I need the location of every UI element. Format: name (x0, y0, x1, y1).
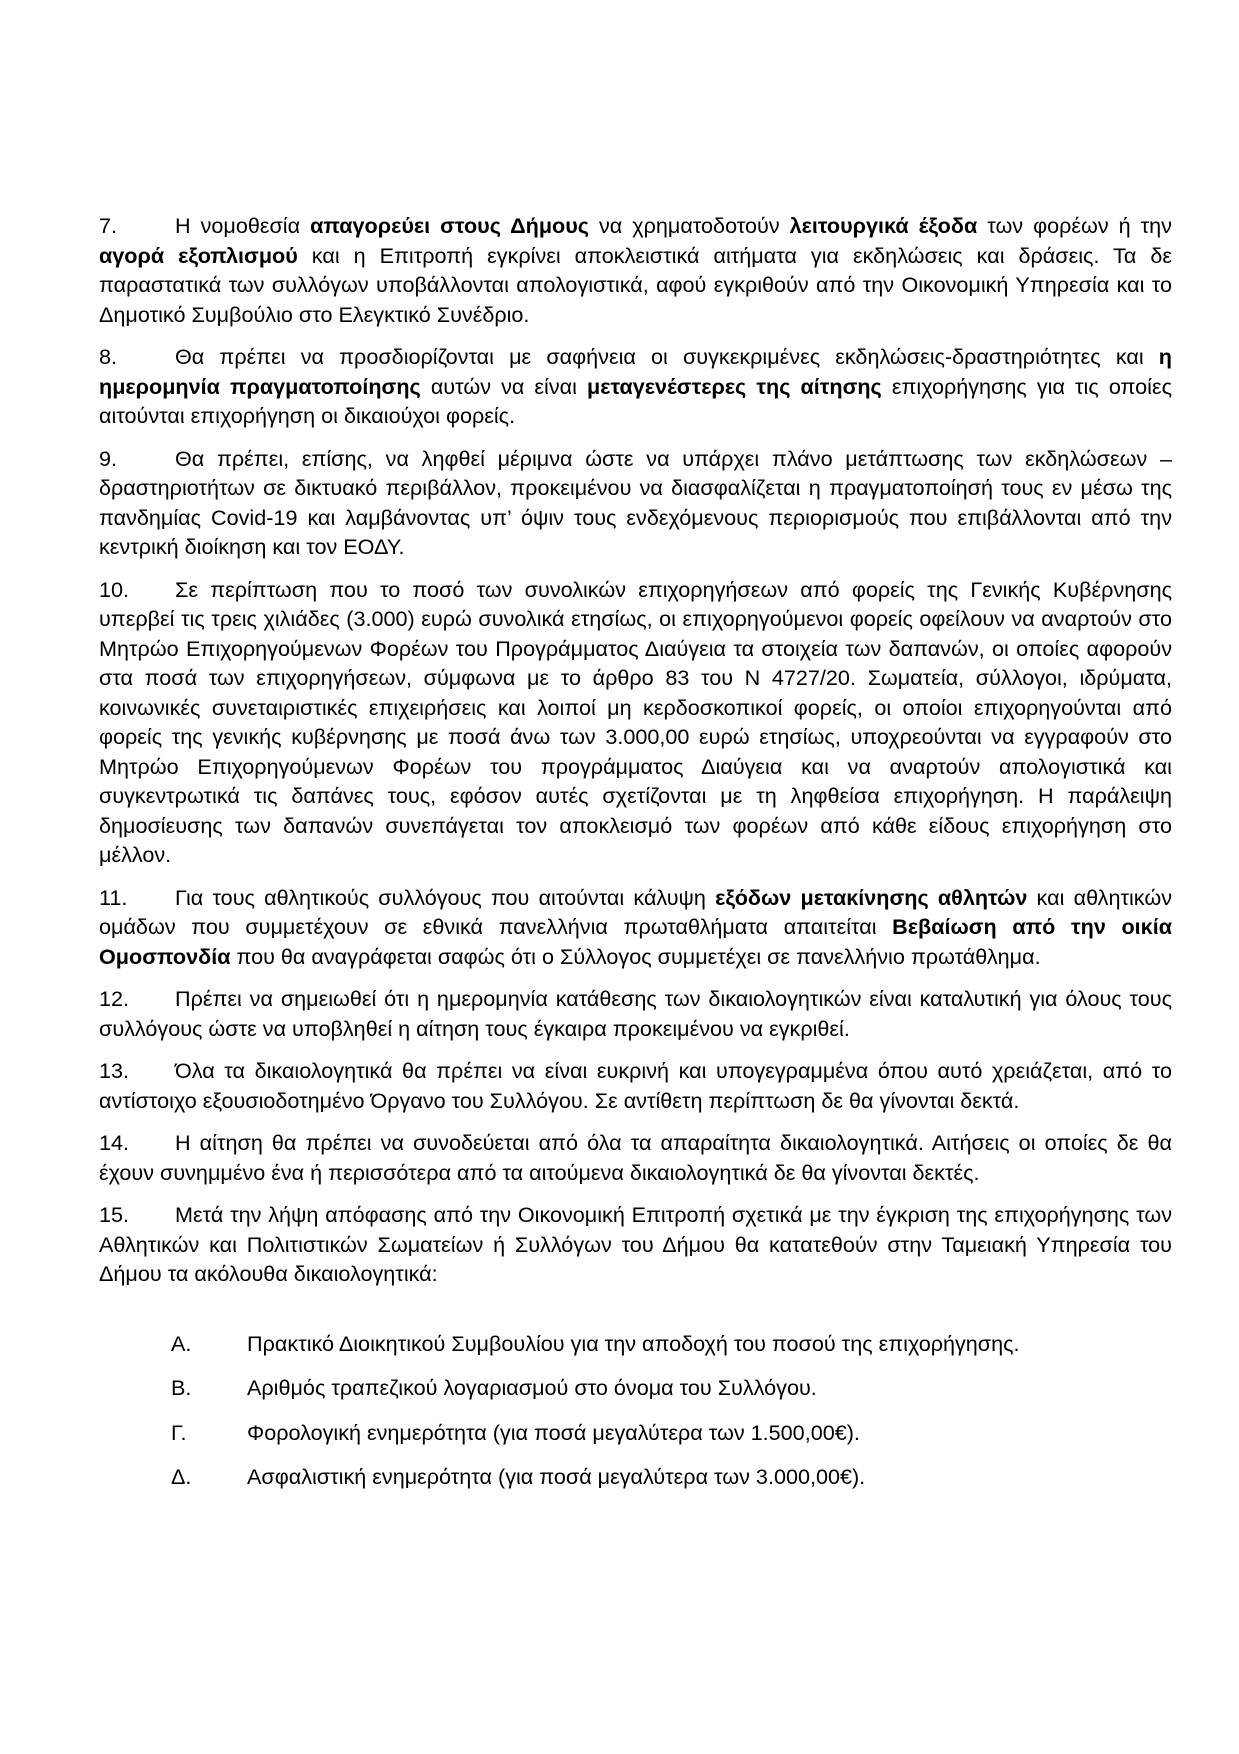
bold-text: μεταγενέστερες της αίτησης (587, 373, 882, 399)
bold-text: η ημερομηνία πραγματοποίησης (99, 344, 1172, 399)
bold-text: απαγορεύει στους Δήμους (310, 213, 590, 238)
item-text: αυτών να είναι (420, 373, 588, 399)
item-number: 7. (99, 213, 118, 238)
item-text: Μετά την λήψη απόφασης από την Οικονομική Επιτροπή σχετικά με την έγκριση της επιχορήγησης των Αθλητικών και Πολιτιστικών Σωματείων ή Συλλόγων του Δήμου θα κατατεθούν στην Ταμειακή Υπηρεσία του Δήμου τα ακόλουθα δικαιολογητικά: (99, 1202, 1172, 1286)
sub-list-item (99, 1462, 1172, 1492)
sub-item-letter: Β. (171, 1375, 192, 1400)
item-text: και αθλητικών ομάδων που συμμετέχουν σε εθνικά πανελλήνια πρωταθλήματα απαιτείται (99, 884, 1172, 939)
item-text: Όλα τα δικαιολογητικά θα πρέπει να είναι ευκρινή και υπογεγραμμένα όπου αυτό χρειάζεται, από το αντίστοιχο εξουσιοδοτημένο Όργανο του Συλλόγου. Σε αντίθετη περίπτωση δε θα γίνονται δεκτά. (99, 1058, 1172, 1113)
item-number: 10. (99, 576, 130, 602)
sub-item-text: Ασφαλιστική ενημερότητα (για ποσά μεγαλύτερα των 3.000,00€). (247, 1464, 866, 1489)
item-text: των φορέων ή την (977, 213, 1172, 238)
list-item (99, 883, 1172, 972)
item-text: Θα πρέπει να προσδιορίζονται με σαφήνεια οι συγκεκριμένες εκδηλώσεις-δραστηριότητες και (175, 344, 1159, 369)
item-text: και η Επιτροπή εγκρίνει αποκλειστικά αιτήματα για εκδηλώσεις και δράσεις. Τα δε παραστατικά των συλλόγων υποβάλλονται απολογιστικά, αφού εγκριθούν από την Οικονομική Υπηρεσία και το Δημοτικό Συμβούλιο στο Ελεγκτικό Συνέδριο. (99, 242, 1173, 327)
sub-list-item (99, 1329, 1172, 1359)
list-item (99, 1200, 1172, 1289)
item-text: επιχορήγησης για τις οποίες αιτούνται επιχορήγηση οι δικαιούχοι φορείς. (99, 373, 1172, 428)
item-number: 13. (99, 1058, 130, 1083)
numbered-list (99, 211, 1172, 1289)
bold-text: Βεβαίωση από την οικία Ομοσπονδία (99, 914, 1172, 969)
item-number: 11. (99, 884, 128, 910)
list-item (99, 1056, 1172, 1115)
item-text: που θα αναγράφεται σαφώς ότι ο Σύλλογος συμμετέχει σε πανελλήνιο πρωτάθλημα. (230, 943, 1041, 969)
list-item (99, 1128, 1172, 1187)
item-text: να χρηματοδοτούν (589, 213, 790, 238)
list-item (99, 984, 1172, 1043)
list-item (99, 211, 1172, 329)
item-number: 8. (99, 344, 118, 369)
sub-item-text: Αριθμός τραπεζικού λογαριασμού στο όνομα του Συλλόγου. (247, 1375, 817, 1400)
bold-text: λειτουργικά έξοδα (789, 213, 978, 238)
item-text: Η νομοθεσία (175, 213, 311, 238)
item-number: 12. (99, 986, 130, 1011)
sub-item-letter: Δ. (171, 1464, 192, 1489)
item-number: 14. (99, 1130, 130, 1155)
bold-text: εξόδων μετακίνησης αθλητών (715, 884, 1028, 910)
list-item (99, 342, 1172, 431)
list-item (99, 575, 1172, 870)
item-text: Θα πρέπει, επίσης, να ληφθεί μέριμνα ώστε να υπάρχει πλάνο μετάπτωσης των εκδηλώσεων – δραστηριοτήτων σε δικτυακό περιβάλλον, προκειμένου να διασφαλίζεται η πραγματοποίησή τους εν μέσω της πανδημίας Covid-19 και λαμβάνοντας υπ’ όψιν τους ενδεχόμενους περιορισμούς που επιβάλλονται από την κεντρική διοίκηση και τον ΕΟΔΥ. (99, 445, 1172, 559)
sub-item-letter: Γ. (171, 1419, 187, 1445)
item-number: 15. (99, 1202, 130, 1227)
lettered-list (99, 1329, 1172, 1492)
sub-item-text: Πρακτικό Διοικητικού Συμβουλίου για την αποδοχή του ποσού της επιχορήγησης. (247, 1330, 1020, 1356)
item-text: Για τους αθλητικούς συλλόγους που αιτούνται κάλυψη (175, 884, 716, 910)
item-text: Η αίτηση θα πρέπει να συνοδεύεται από όλα τα απαραίτητα δικαιολογητικά. Αιτήσεις οι οποίες δε θα έχουν συνημμένο ένα ή περισσότερα από τα αιτούμενα δικαιολογητικά δε θα γίνονται δεκτές. (99, 1130, 1172, 1185)
sub-item-text: Φορολογική ενημερότητα (για ποσά μεγαλύτερα των 1.500,00€). (247, 1419, 860, 1445)
item-text: Σε περίπτωση που το ποσό των συνολικών επιχορηγήσεων από φορείς της Γενικής Κυβέρνησης υπερβεί τις τρεις χιλιάδες (3.000) ευρώ συνολικά ετησίως, οι επιχορηγούμενοι φορείς οφείλουν να αναρτούν στο Μητρώο Επιχορηγούμενων Φορέων του Προγράμματος Διαύγεια τα στοιχεία των δαπανών, οι οποίες αφορούν στα ποσά των επιχορηγήσεων, σύμφωνα με το άρθρο 83 του Ν 4727/20. Σωματεία, σύλλογοι, ιδρύματα, κοινωνικές συνεταιριστικές επιχειρήσεις και λοιποί μη κερδοσκοπικοί φορείς, οι οποίοι επιχορηγούνται από φορείς της γενικής κυβέρνησης με ποσά άνω των 3.000,00 ευρώ ετησίως, υποχρεούνται να εγγραφούν στο Μητρώο Επιχορηγούμενων Φορέων του προγράμματος Διαύγεια και να αναρτούν απολογιστικά και συγκεντρωτικά τις δαπάνες τους, εφόσον αυτές σχετίζονται με τη ληφθείσα επιχορήγηση. Η παράλειψη δημοσίευσης των δαπανών συνεπάγεται τον αποκλεισμό των φορέων από κάθε είδους επιχορήγηση στο μέλλον. (99, 576, 1172, 867)
sub-list-item (99, 1373, 1172, 1403)
bold-text: αγορά εξοπλισμού (99, 242, 298, 268)
list-item (99, 444, 1172, 562)
item-text: Πρέπει να σημειωθεί ότι η ημερομηνία κατάθεσης των δικαιολογητικών είναι καταλυτική για όλους τους συλλόγους ώστε να υποβληθεί η αίτηση τους έγκαιρα προκειμένου να εγκριθεί. (99, 986, 1172, 1041)
document-body (99, 211, 1172, 1507)
sub-item-letter: Α. (171, 1330, 192, 1356)
sub-list-item (99, 1418, 1172, 1448)
item-number: 9. (99, 445, 118, 471)
